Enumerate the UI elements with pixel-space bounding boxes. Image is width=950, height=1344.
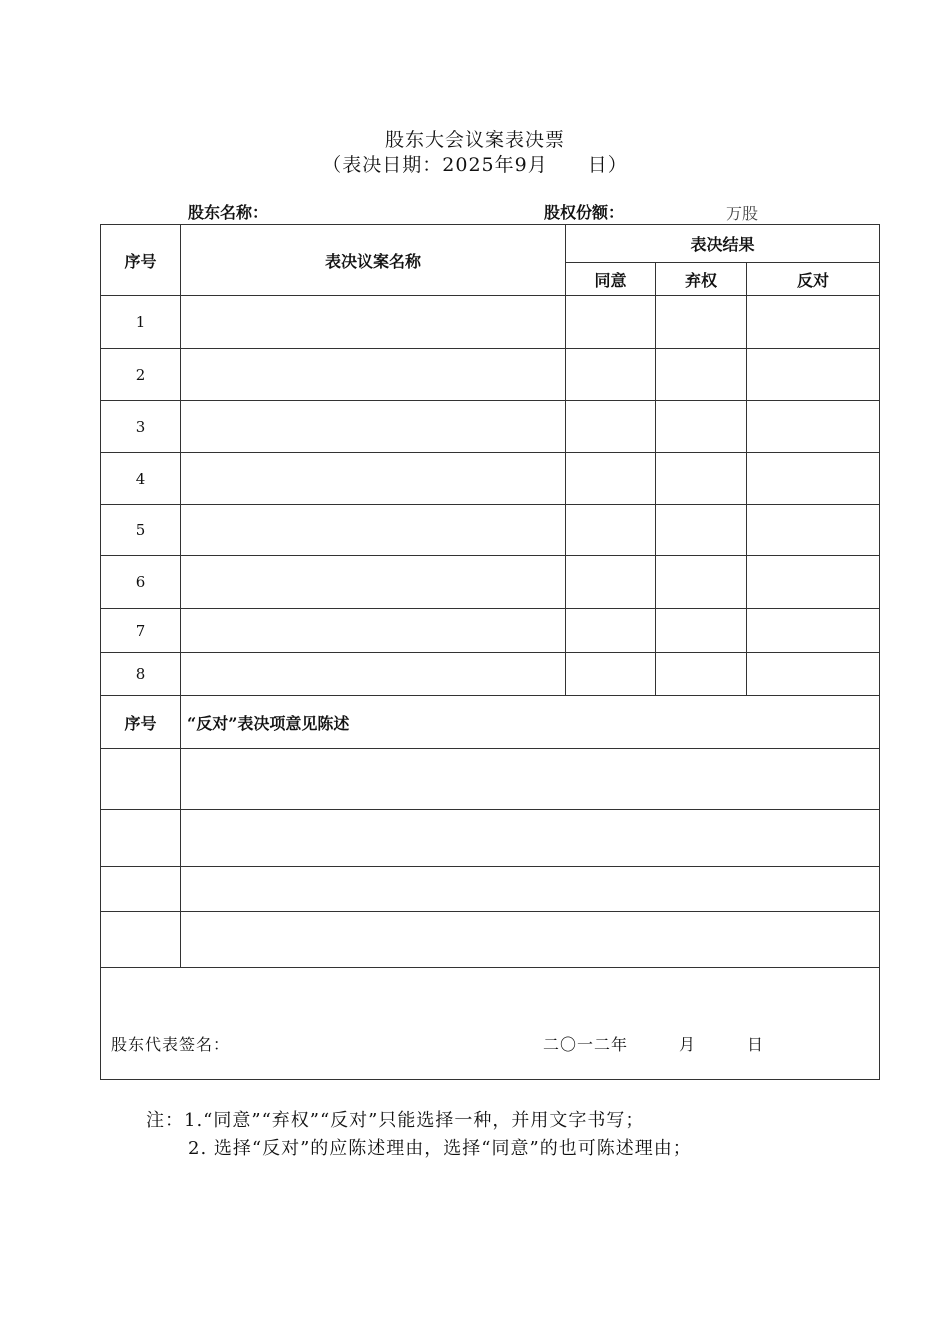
header-proposal-name: 表决议案名称 — [181, 225, 566, 296]
agree-cell[interactable] — [566, 401, 656, 453]
proposal-name-cell[interactable] — [181, 556, 566, 609]
header-vote-result: 表决结果 — [566, 225, 880, 263]
oppose-no-cell[interactable] — [101, 749, 181, 810]
signature-date: 二〇一二年 月 日 — [543, 1035, 765, 1054]
table-row — [101, 349, 880, 401]
row-number: 7 — [101, 609, 181, 653]
row-number: 4 — [101, 453, 181, 505]
table-row — [101, 505, 880, 556]
proposal-name-cell[interactable] — [181, 653, 566, 696]
abstain-cell[interactable] — [656, 296, 747, 349]
note-line-1: 注：1.“同意”“弃权”“反对”只能选择一种，并用文字书写； — [146, 1110, 645, 1131]
oppose-cell[interactable] — [747, 556, 880, 609]
oppose-header-statement: “反对”表决项意见陈述 — [181, 696, 880, 749]
row-number: 3 — [101, 401, 181, 453]
table-row — [101, 453, 880, 505]
oppose-cell[interactable] — [747, 653, 880, 696]
row-number: 2 — [101, 349, 181, 401]
abstain-cell[interactable] — [656, 349, 747, 401]
header-abstain: 弃权 — [656, 263, 747, 296]
row-number: 6 — [101, 556, 181, 609]
agree-cell[interactable] — [566, 453, 656, 505]
proposal-name-cell[interactable] — [181, 505, 566, 556]
page-title: 股东大会议案表决票 — [384, 129, 565, 151]
shareholder-name-label: 股东名称： — [188, 203, 269, 222]
agree-cell[interactable] — [566, 349, 656, 401]
oppose-no-cell[interactable] — [101, 810, 181, 867]
table-row — [101, 556, 880, 609]
agree-cell[interactable] — [566, 556, 656, 609]
table-row — [101, 867, 880, 912]
oppose-cell[interactable] — [747, 296, 880, 349]
oppose-header-no: 序号 — [101, 696, 181, 749]
oppose-cell[interactable] — [747, 505, 880, 556]
oppose-cell[interactable] — [747, 609, 880, 653]
abstain-cell[interactable] — [656, 453, 747, 505]
oppose-no-cell[interactable] — [101, 867, 181, 912]
abstain-cell[interactable] — [656, 653, 747, 696]
row-number: 1 — [101, 296, 181, 349]
table-row — [101, 401, 880, 453]
oppose-cell[interactable] — [747, 401, 880, 453]
proposal-name-cell[interactable] — [181, 296, 566, 349]
note-line-2: 2. 选择“反对”的应陈述理由，选择“同意”的也可陈述理由； — [188, 1138, 692, 1159]
table-row — [101, 749, 880, 810]
agree-cell[interactable] — [566, 296, 656, 349]
table-row — [101, 296, 880, 349]
agree-cell[interactable] — [566, 653, 656, 696]
oppose-statement-cell[interactable] — [181, 912, 880, 968]
oppose-cell[interactable] — [747, 349, 880, 401]
header-no: 序号 — [101, 225, 181, 296]
oppose-statement-table — [100, 695, 880, 1080]
oppose-cell[interactable] — [747, 453, 880, 505]
table-row — [101, 912, 880, 968]
oppose-statement-cell[interactable] — [181, 749, 880, 810]
row-number: 5 — [101, 505, 181, 556]
signature-label: 股东代表签名： — [111, 1035, 231, 1054]
table-row — [101, 810, 880, 867]
abstain-cell[interactable] — [656, 505, 747, 556]
agree-cell[interactable] — [566, 609, 656, 653]
proposal-name-cell[interactable] — [181, 453, 566, 505]
oppose-statement-cell[interactable] — [181, 810, 880, 867]
proposal-name-cell[interactable] — [181, 401, 566, 453]
header-oppose: 反对 — [747, 263, 880, 296]
header-agree: 同意 — [566, 263, 656, 296]
oppose-statement-cell[interactable] — [181, 867, 880, 912]
oppose-no-cell[interactable] — [101, 912, 181, 968]
share-unit: 万股 — [726, 204, 759, 223]
proposal-name-cell[interactable] — [181, 609, 566, 653]
row-number: 8 — [101, 653, 181, 696]
table-row — [101, 653, 880, 696]
table-row — [101, 609, 880, 653]
vote-date-line: （表决日期：2025年9月 日） — [322, 154, 628, 176]
abstain-cell[interactable] — [656, 609, 747, 653]
share-amount-label: 股权份额： — [544, 203, 625, 222]
signature-cell[interactable] — [101, 968, 880, 1080]
abstain-cell[interactable] — [656, 401, 747, 453]
proposal-name-cell[interactable] — [181, 349, 566, 401]
vote-table — [100, 224, 880, 696]
agree-cell[interactable] — [566, 505, 656, 556]
abstain-cell[interactable] — [656, 556, 747, 609]
